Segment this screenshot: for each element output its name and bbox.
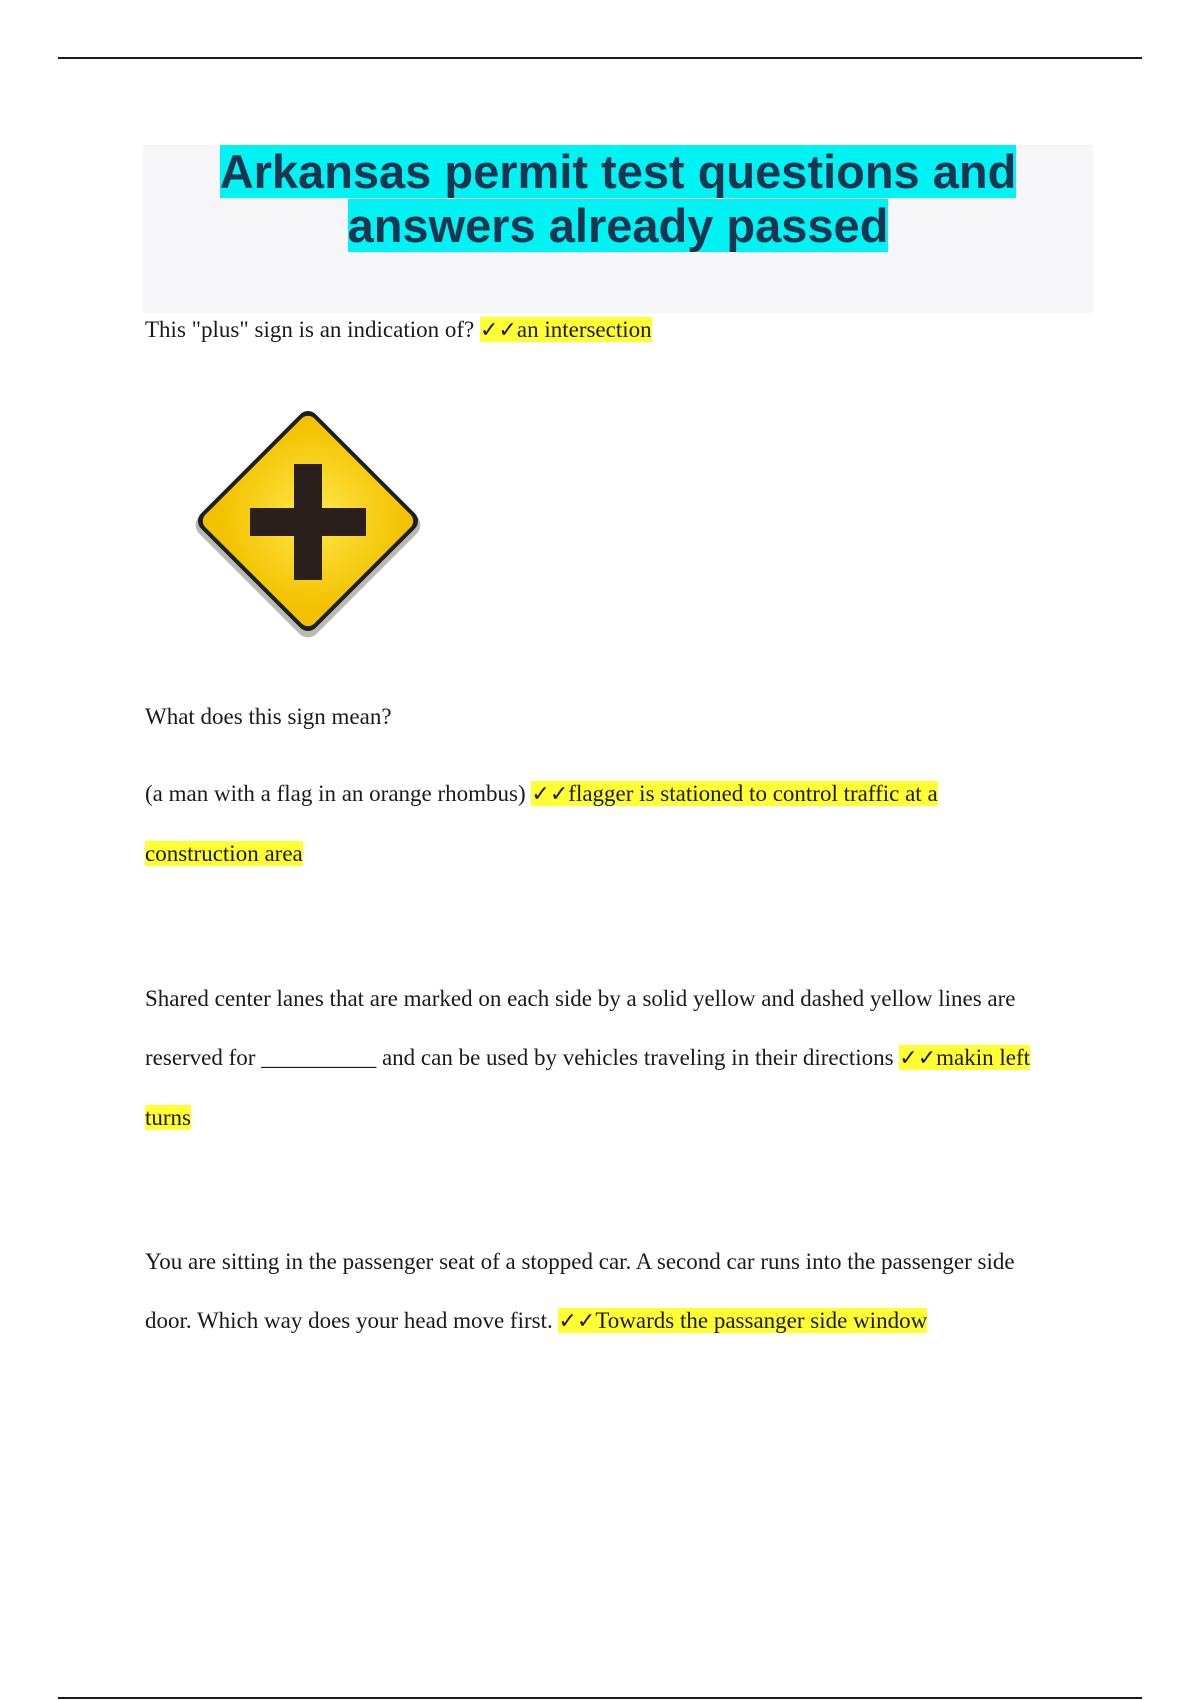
answer-highlight xyxy=(899,1045,1030,1070)
question-1 xyxy=(145,300,1095,360)
question-text: This "plus" sign is an indication of? xyxy=(145,317,475,342)
document-title xyxy=(143,145,1093,253)
answer-text: makin left xyxy=(936,1045,1031,1070)
title-box xyxy=(143,145,1093,313)
question-text-line-2: reserved for __________ and can be used by vehicles traveling in their directions xyxy=(145,1045,894,1070)
question-3 xyxy=(145,764,1095,883)
answer-highlight xyxy=(531,781,937,806)
intersection-sign-icon xyxy=(183,400,433,650)
check-icon: ✓✓ xyxy=(480,318,517,343)
title-line-1: Arkansas permit test questions and xyxy=(219,145,1017,198)
question-text-line-1: Shared center lanes that are marked on each side by a solid yellow and dashed yellow lines are xyxy=(145,986,1016,1011)
question-text: (a man with a flag in an orange rhombus) xyxy=(145,781,526,806)
answer-text: flagger is stationed to control traffic at a xyxy=(568,781,938,806)
answer-highlight-continued: construction area xyxy=(145,841,303,866)
answer-text: an intersection xyxy=(516,317,652,342)
question-text: What does this sign mean? xyxy=(145,704,392,729)
title-line-2: answers already passed xyxy=(347,199,889,252)
top-rule xyxy=(58,57,1142,59)
check-icon: ✓✓ xyxy=(899,1046,937,1071)
answer-highlight-continued: turns xyxy=(145,1105,191,1130)
question-2 xyxy=(145,687,1095,746)
question-5 xyxy=(145,1232,1095,1351)
bottom-rule xyxy=(58,1697,1142,1699)
answer-highlight xyxy=(558,1308,927,1333)
check-icon: ✓✓ xyxy=(531,782,569,807)
question-4 xyxy=(145,969,1095,1147)
question-text-line-2: door. Which way does your head move first. xyxy=(145,1308,553,1333)
check-icon: ✓✓ xyxy=(558,1309,596,1334)
answer-text: Towards the passanger side window xyxy=(595,1308,928,1333)
question-text-line-1: You are sitting in the passenger seat of a stopped car. A second car runs into the passenger side xyxy=(145,1249,1015,1274)
answer-highlight xyxy=(480,317,652,342)
